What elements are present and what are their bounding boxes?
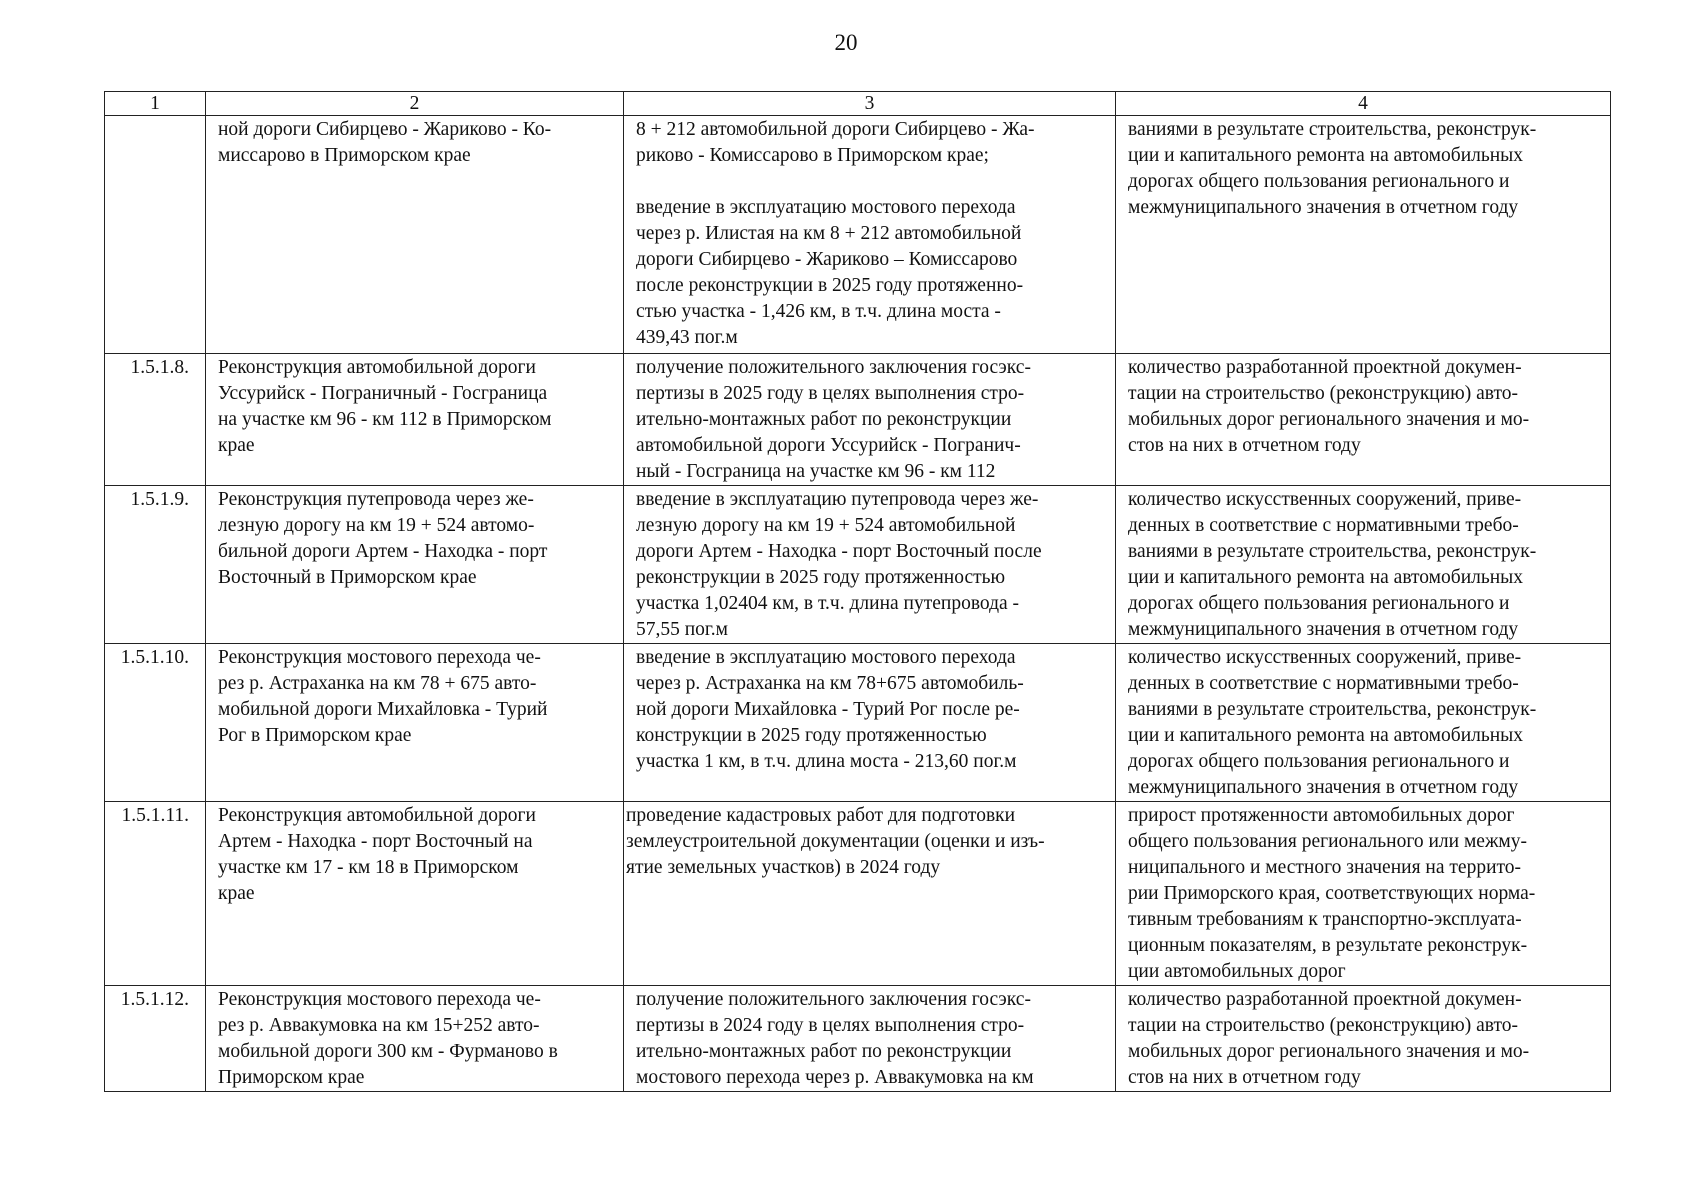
header-cell-4: 4: [1116, 92, 1611, 116]
row-event-name: Реконструкция мостового перехода че- рез р. Астраханка на км 78 + 675 авто- мобильной дороги Михайловка - Турий Рог в Приморском крае: [206, 644, 624, 802]
program-table: [104, 91, 1611, 1092]
row-number: 1.5.1.8.: [105, 354, 206, 486]
page-number: 20: [834, 30, 858, 55]
table-row: [105, 644, 1611, 802]
table-row: [105, 486, 1611, 644]
header-cell-1: 1: [105, 92, 206, 116]
row-result: получение положительного заключения госэкс- пертизы в 2025 году в целях выполнения стро- ительно-монтажных работ по реконструкции автомобильной дороги Уссурийск - Погранич- ный - Госграница на участке км 96 - км 112: [624, 354, 1116, 486]
header-cell-2: 2: [206, 92, 624, 116]
row-event-name: Реконструкция мостового перехода че- рез р. Аввакумовка на км 15+252 авто- мобильной дороги 300 км - Фурманово в Приморском крае: [206, 986, 624, 1092]
row-event-name: Реконструкция автомобильной дороги Артем - Находка - порт Восточный на участке км 17 - км 18 в Приморском крае: [206, 802, 624, 986]
row-result: 8 + 212 автомобильной дороги Сибирцево - Жа- риково - Комиссарово в Приморском крае; введение в эксплуатацию мостового перехода через р. Илистая на км 8 + 212 автомобильной дороги Сибирцево - Жариково – Комиссарово после реконструкции в 2025 году протяженно- стью участка - 1,426 км, в т.ч. длина моста - 439,43 пог.м: [624, 116, 1116, 354]
header-cell-3: 3: [624, 92, 1116, 116]
row-event-name: Реконструкция автомобильной дороги Уссурийск - Пограничный - Госграница на участке км 96 - км 112 в Приморском крае: [206, 354, 624, 486]
row-result: получение положительного заключения госэкс- пертизы в 2024 году в целях выполнения стро- ительно-монтажных работ по реконструкции мостового перехода через р. Аввакумовка на км: [624, 986, 1116, 1092]
row-event-name: Реконструкция путепровода через же- лезную дорогу на км 19 + 524 автомо- бильной дороги Артем - Находка - порт Восточный в Приморском крае: [206, 486, 624, 644]
row-number: 1.5.1.11.: [105, 802, 206, 986]
row-result: проведение кадастровых работ для подготовки землеустроительной документации (оценки и изъ- ятие земельных участков) в 2024 году: [624, 802, 1116, 986]
table-row: [105, 116, 1611, 354]
table-row: [105, 354, 1611, 486]
row-number: [105, 116, 206, 354]
row-indicator: количество искусственных сооружений, приве- денных в соответствие с нормативными требо- ваниями в результате строительства, реконструк- ции и капитального ремонта на автомобильных дорогах общего пользования регионального и межмуниципального значения в отчетном году: [1116, 644, 1611, 802]
row-indicator: количество искусственных сооружений, приве- денных в соответствие с нормативными требо- ваниями в результате строительства, реконструк- ции и капитального ремонта на автомобильных дорогах общего пользования регионального и межмуниципального значения в отчетном году: [1116, 486, 1611, 644]
table-row: [105, 986, 1611, 1092]
table-header-row: [105, 92, 1611, 116]
row-indicator: количество разработанной проектной докумен- тации на строительство (реконструкцию) авто- мобильных дорог регионального значения и мо- стов на них в отчетном году: [1116, 354, 1611, 486]
row-indicator: количество разработанной проектной докумен- тации на строительство (реконструкцию) авто- мобильных дорог регионального значения и мо- стов на них в отчетном году: [1116, 986, 1611, 1092]
table-row: [105, 802, 1611, 986]
row-event-name: ной дороги Сибирцево - Жариково - Ко- миссарово в Приморском крае: [206, 116, 624, 354]
row-indicator: ваниями в результате строительства, реконструк- ции и капитального ремонта на автомобильных дорогах общего пользования регионального и межмуниципального значения в отчетном году: [1116, 116, 1611, 354]
row-number: 1.5.1.12.: [105, 986, 206, 1092]
row-result: введение в эксплуатацию мостового перехода через р. Астраханка на км 78+675 автомобиль- ной дороги Михайловка - Турий Рог после ре- конструкции в 2025 году протяженностью участка 1 км, в т.ч. длина моста - 213,60 пог.м: [624, 644, 1116, 802]
row-number: 1.5.1.9.: [105, 486, 206, 644]
row-number: 1.5.1.10.: [105, 644, 206, 802]
row-indicator: прирост протяженности автомобильных дорог общего пользования регионального или межму- ниципального и местного значения на террито- рии Приморского края, соответствующих норма- тивным требованиям к транспортно-эксплуата- ционным показателям, в результате реконструк- ции автомобильных дорог: [1116, 802, 1611, 986]
row-result: введение в эксплуатацию путепровода через же- лезную дорогу на км 19 + 524 автомобильной дороги Артем - Находка - порт Восточный после реконструкции в 2025 году протяженностью участка 1,02404 км, в т.ч. длина путепровода - 57,55 пог.м: [624, 486, 1116, 644]
